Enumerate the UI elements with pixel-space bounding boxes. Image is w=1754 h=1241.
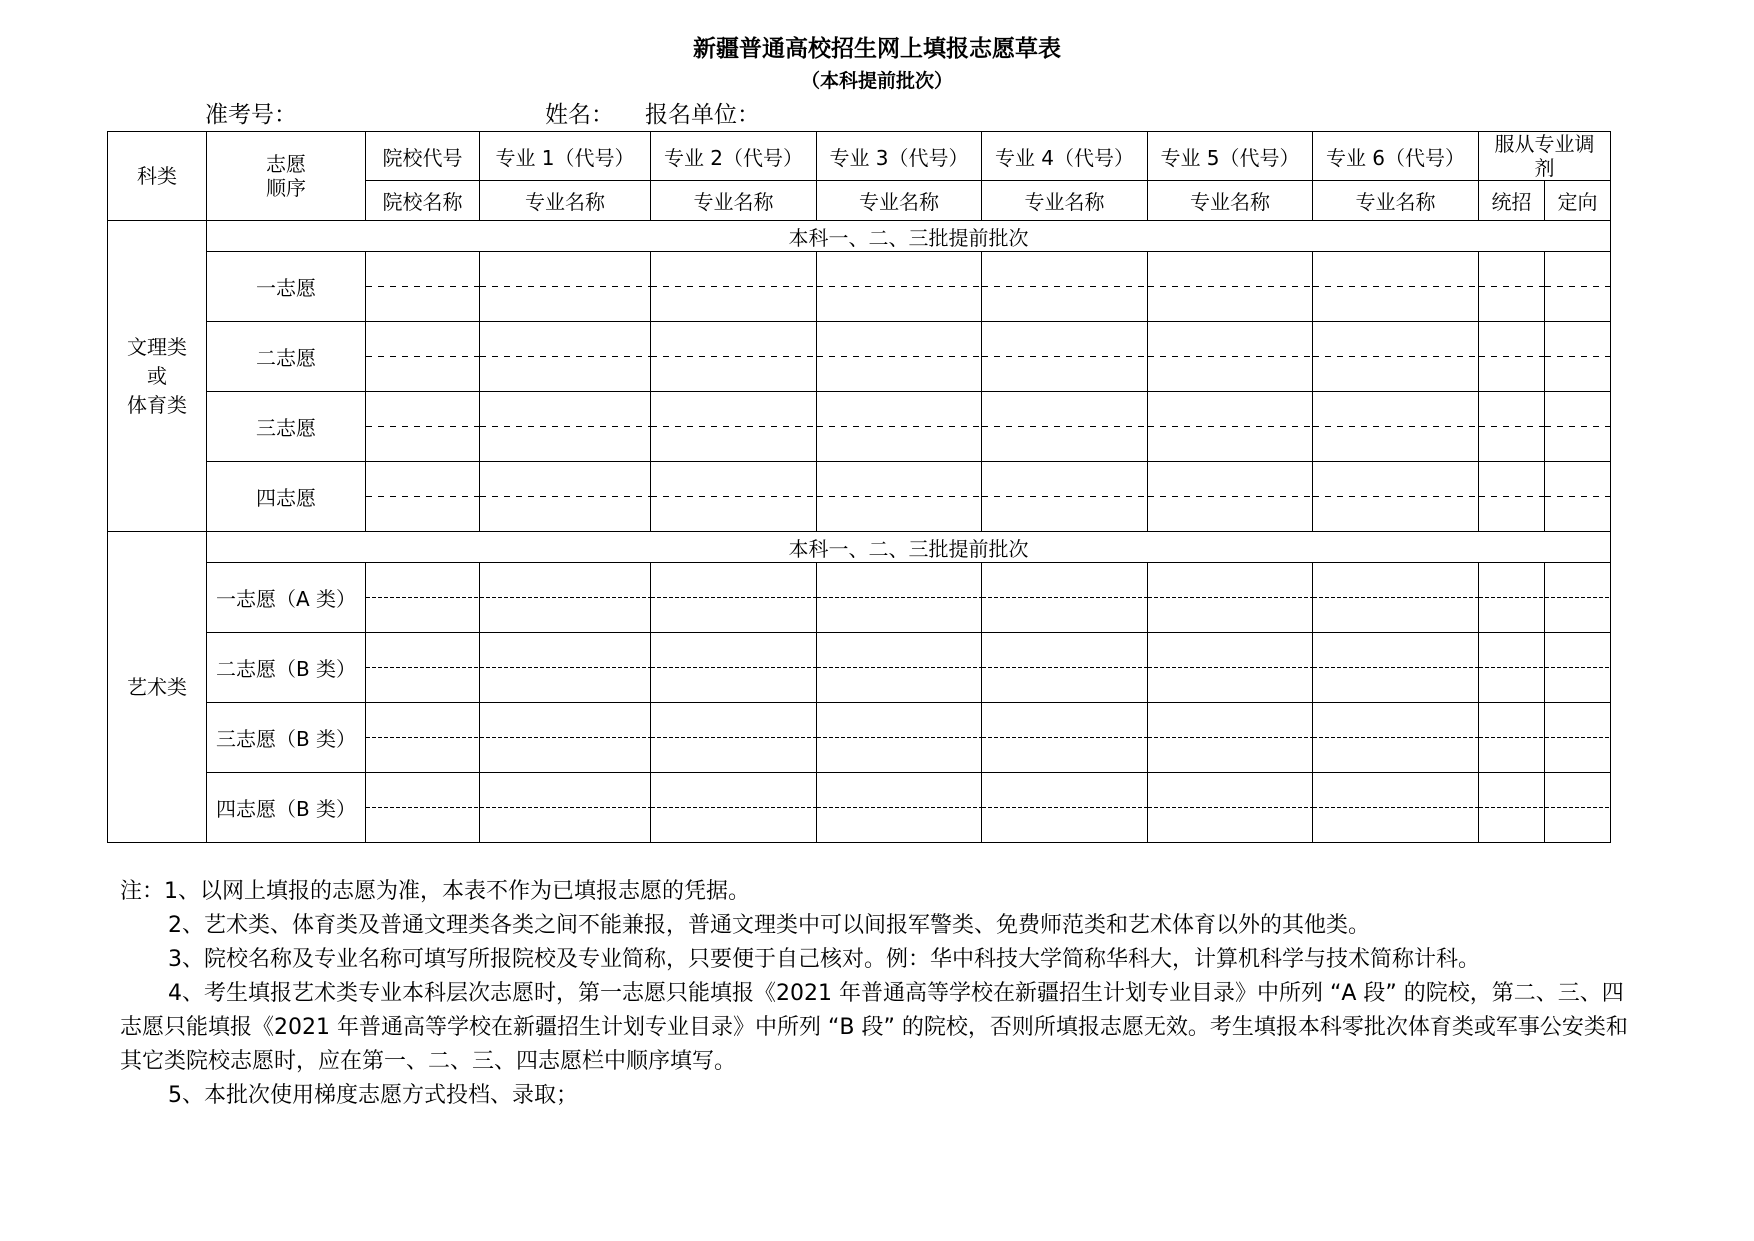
major-cell[interactable] [1148,633,1313,703]
major-cell[interactable] [1313,462,1479,532]
school-cell[interactable] [366,773,480,843]
directed-cell[interactable] [1545,322,1611,392]
table-row [108,322,1611,392]
major-cell[interactable] [651,773,817,843]
header-unified: 统招 [1479,181,1545,221]
directed-cell[interactable] [1545,703,1611,773]
major-cell[interactable] [817,462,982,532]
unified-cell[interactable] [1479,252,1545,322]
form-subtitle: （本科提前批次） [800,70,953,92]
major-cell[interactable] [982,563,1148,633]
school-cell[interactable] [366,462,480,532]
major-cell[interactable] [982,392,1148,462]
major-cell[interactable] [1313,252,1479,322]
header-major-4-name: 专业名称 [982,181,1148,221]
header-accept-adjustment [1479,132,1611,181]
major-cell[interactable] [480,703,651,773]
header-major-1-name: 专业名称 [480,181,651,221]
header-school-name: 院校名称 [366,181,480,221]
header-row-codes [108,132,1611,181]
major-cell[interactable] [480,633,651,703]
section2-category: 艺术类 [108,532,207,843]
major-cell[interactable] [480,563,651,633]
notes-section [120,875,1640,1113]
major-cell[interactable] [480,462,651,532]
table-row [108,252,1611,322]
major-cell[interactable] [1148,322,1313,392]
section1-row-1-label: 一志愿 [207,252,366,322]
school-cell[interactable] [366,703,480,773]
directed-cell[interactable] [1545,773,1611,843]
major-cell[interactable] [1148,252,1313,322]
header-order [207,132,366,221]
note-5: 5、本批次使用梯度志愿方式投档、录取； [168,1083,578,1108]
table-row [108,703,1611,773]
major-cell[interactable] [1148,703,1313,773]
major-cell[interactable] [982,773,1148,843]
major-cell[interactable] [982,322,1148,392]
section1-category-line2: 或 [147,363,167,388]
header-adjust-line1: 服从专业调 [1494,132,1595,156]
directed-cell[interactable] [1545,563,1611,633]
section2-row-2-label: 二志愿（B 类） [207,633,366,703]
header-major-6-name: 专业名称 [1313,181,1479,221]
major-cell[interactable] [651,252,817,322]
header-major-1-code: 专业 1（代号） [480,132,651,181]
section2-batch-label: 本科一、二、三批提前批次 [207,532,1611,563]
major-cell[interactable] [1148,462,1313,532]
header-major-5-name: 专业名称 [1148,181,1313,221]
section1-category-line3: 体育类 [127,392,187,417]
major-cell[interactable] [1313,392,1479,462]
major-cell[interactable] [817,252,982,322]
header-category: 科类 [108,132,207,221]
unified-cell[interactable] [1479,563,1545,633]
header-major-4-code: 专业 4（代号） [982,132,1148,181]
major-cell[interactable] [817,322,982,392]
table-row [108,773,1611,843]
header-major-3-code: 专业 3（代号） [817,132,982,181]
directed-cell[interactable] [1545,462,1611,532]
table-row [108,392,1611,462]
section2-batch-row [108,532,1611,563]
major-cell[interactable] [817,633,982,703]
header-major-3-name: 专业名称 [817,181,982,221]
directed-cell[interactable] [1545,392,1611,462]
section1-row-2-label: 二志愿 [207,322,366,392]
major-cell[interactable] [1148,773,1313,843]
section1-category-line1: 文理类 [127,334,187,359]
major-cell[interactable] [480,252,651,322]
section1-category [108,221,207,532]
unified-cell[interactable] [1479,633,1545,703]
major-cell[interactable] [982,252,1148,322]
major-cell[interactable] [1313,633,1479,703]
major-cell[interactable] [817,563,982,633]
section2-row-1-label: 一志愿（A 类） [207,563,366,633]
major-cell[interactable] [982,462,1148,532]
major-cell[interactable] [1313,773,1479,843]
table-row [108,563,1611,633]
major-cell[interactable] [480,773,651,843]
major-cell[interactable] [651,392,817,462]
unified-cell[interactable] [1479,703,1545,773]
major-cell[interactable] [1148,563,1313,633]
major-cell[interactable] [982,633,1148,703]
unified-cell[interactable] [1479,322,1545,392]
header-order-line1: 志愿 [266,152,306,176]
unified-cell[interactable] [1479,773,1545,843]
header-major-5-code: 专业 5（代号） [1148,132,1313,181]
school-cell[interactable] [366,392,480,462]
note-3: 3、院校名称及专业名称可填写所报院校及专业简称，只要便于自己核对。例：华中科技大学简称华科大，计算机科学与技术简称计科。 [168,947,1481,972]
table-row [108,633,1611,703]
major-cell[interactable] [480,322,651,392]
header-directed: 定向 [1545,181,1611,221]
school-cell[interactable] [366,633,480,703]
table-row [108,462,1611,532]
name-label: 姓名： [545,102,614,128]
major-cell[interactable] [651,563,817,633]
exam-number-label: 准考号： [205,102,297,128]
major-cell[interactable] [817,773,982,843]
note-2: 2、艺术类、体育类及普通文理类各类之间不能兼报，普通文理类中可以间报军警类、免费师范类和艺术体育以外的其他类。 [168,913,1371,938]
major-cell[interactable] [1313,703,1479,773]
unit-label: 报名单位： [645,102,760,128]
section1-batch-row [108,221,1611,252]
major-cell[interactable] [1313,322,1479,392]
school-cell[interactable] [366,322,480,392]
major-cell[interactable] [651,322,817,392]
major-cell[interactable] [982,703,1148,773]
school-cell[interactable] [366,563,480,633]
section2-row-4-label: 四志愿（B 类） [207,773,366,843]
major-cell[interactable] [651,703,817,773]
major-cell[interactable] [1313,563,1479,633]
header-major-2-code: 专业 2（代号） [651,132,817,181]
header-major-2-name: 专业名称 [651,181,817,221]
header-adjust-line2: 剂 [1534,156,1555,180]
major-cell[interactable] [651,633,817,703]
directed-cell[interactable] [1545,252,1611,322]
major-cell[interactable] [817,703,982,773]
section1-row-4-label: 四志愿 [207,462,366,532]
major-cell[interactable] [1148,392,1313,462]
header-school-code: 院校代号 [366,132,480,181]
note-4: 4、考生填报艺术类专业本科层次志愿时，第一志愿只能填报《2021 年普通高等学校在新疆招生计划专业目录》中所列 “A 段” 的院校，第二、三、四志愿只能填报《2021 年普通高等学校在新疆招生计划专业目录》中所列 “B 段” 的院校，否则所填报志愿无效。考生填报本科零批次体育类或军事公安类和其它类院校志愿时，应在第一、二、三、四志愿栏中顺序填写。 [120,981,1628,1074]
major-cell[interactable] [480,392,651,462]
unified-cell[interactable] [1479,392,1545,462]
major-cell[interactable] [817,392,982,462]
application-form-table [107,131,1611,843]
note-1: 注：1、以网上填报的志愿为准，本表不作为已填报志愿的凭据。 [120,879,750,904]
unified-cell[interactable] [1479,462,1545,532]
directed-cell[interactable] [1545,633,1611,703]
header-order-line2: 顺序 [266,176,306,200]
header-major-6-code: 专业 6（代号） [1313,132,1479,181]
form-title: 新疆普通高校招生网上填报志愿草表 [693,36,1061,62]
section2-row-3-label: 三志愿（B 类） [207,703,366,773]
major-cell[interactable] [651,462,817,532]
section1-batch-label: 本科一、二、三批提前批次 [207,221,1611,252]
school-cell[interactable] [366,252,480,322]
section1-row-3-label: 三志愿 [207,392,366,462]
